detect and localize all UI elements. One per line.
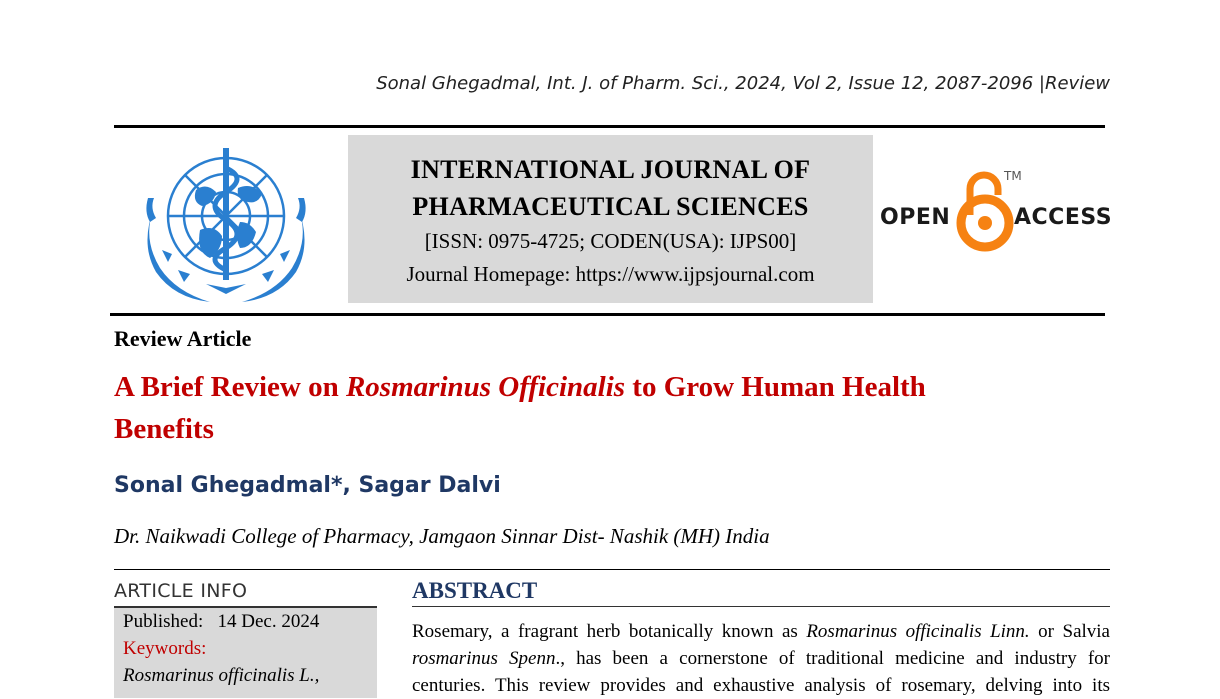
abstract-italic: rosmarinus Spenn [412, 648, 556, 669]
abstract-italic: Rosmarinus officinalis Linn. [806, 621, 1030, 642]
title-part2: to Grow Human Health [625, 371, 926, 403]
published-label: Published: [123, 611, 204, 632]
open-access-open-label: OPEN [880, 205, 951, 230]
article-info-panel [114, 608, 377, 698]
journal-name-line2: PHARMACEUTICAL SCIENCES [412, 192, 809, 221]
article-type: Review Article [114, 326, 252, 351]
abstract-line-3: centuries. This review provides and exhaustive analysis of rosemary, delving into its [412, 675, 1110, 696]
keyword-item: Rosmarinus officinalis L., [123, 665, 320, 686]
abstract-heading: ABSTRACT [412, 578, 538, 603]
open-access-badge [880, 165, 1113, 255]
journal-issn: [ISSN: 0975-4725; CODEN(USA): IJPS00] [424, 229, 797, 253]
title-part1: A Brief Review on [114, 371, 346, 403]
header-rule-bottom [110, 313, 1105, 316]
open-access-access-label: ACCESS [1014, 205, 1113, 230]
journal-homepage[interactable]: Journal Homepage: https://www.ijpsjournal.com [406, 262, 815, 286]
abstract-body [412, 618, 1110, 699]
title-italic: Rosmarinus Officinalis [345, 371, 626, 403]
title-line2: Benefits [114, 413, 214, 445]
article-title [114, 366, 1104, 450]
running-head: Sonal Ghegadmal, Int. J. of Pharm. Sci., 2024, Vol 2, Issue 12, 2087-2096 |Review [376, 73, 1110, 94]
published-row [123, 611, 319, 633]
abstract-line-2 [412, 645, 1110, 672]
published-date: 14 Dec. 2024 [217, 611, 320, 632]
author-list: Sonal Ghegadmal*, Sagar Dalvi [114, 473, 501, 498]
abstract-text: Rosemary, a fragrant herb botanically known as [412, 621, 807, 642]
who-emblem-logo [126, 138, 326, 306]
abstract-text: or Salvia [1029, 621, 1110, 642]
journal-title-panel [348, 135, 873, 303]
trademark-mark: TM [1004, 169, 1022, 183]
abstract-text: ., has been a cornerstone of traditional medicine and industry for [555, 648, 1111, 669]
affiliation: Dr. Naikwadi College of Pharmacy, Jamgaon Sinnar Dist- Nashik (MH) India [114, 524, 770, 548]
journal-name-line1: INTERNATIONAL JOURNAL OF [410, 155, 811, 184]
header-rule-top [114, 125, 1105, 128]
keywords-label: Keywords: [123, 638, 207, 659]
abstract-line-1 [412, 618, 1110, 645]
article-info-heading: ARTICLE INFO [114, 580, 248, 602]
abstract-rule [412, 606, 1110, 607]
section-divider [114, 569, 1110, 570]
